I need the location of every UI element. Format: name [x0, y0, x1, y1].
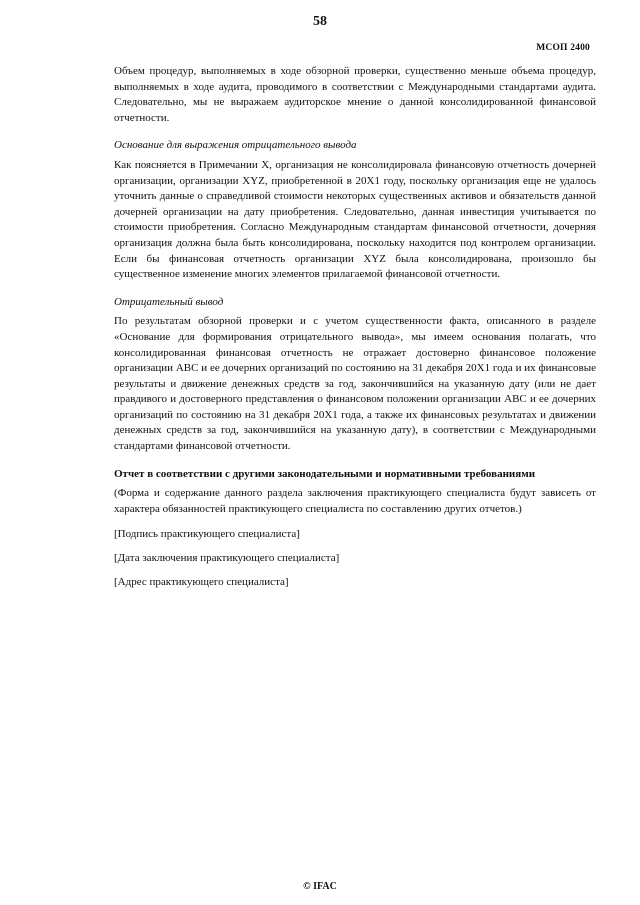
other-requirements-paragraph: (Форма и содержание данного раздела заключения практикующего специалиста будут зависеть от характера обязанностей практикующего специалиста по составлению других отчетов.) — [114, 487, 596, 515]
document-body — [114, 64, 596, 598]
address-placeholder: [Адрес практикующего специалиста] — [114, 575, 289, 588]
scope-paragraph: Объем процедур, выполняемых в ходе обзорной проверки, существенно меньше объема процедур, выполняемых в ходе аудита, проводимого в соответствии с Международными стандартами аудита. Следовательно, мы не выражаем аудиторское мнение о данной консолидированной финансовой отчетности. — [114, 65, 596, 124]
conclusion-paragraph: По результатам обзорной проверки и с учетом существенности факта, описанного в разделе «Основание для формирования отрицательного вывода», мы имеем основания полагать, что консолидированная финансовая отчетность не отражает достоверно финансовое положение организации ABC и ее дочерних организаций по состоянию на 31 декабря 20X1 года и их финансовые результаты и движение денежных средств за год, закончившийся на указанную дату (или не дает правдивого и достоверного представления о финансовом положении организации ABC и ее дочерних организаций по состоянию на 31 декабря 20X1 года, а также их финансовых результатах и движении денежных средств за год, закончившийся на указанную дату), в соответствии с Международными стандартами финансовой отчетности. — [114, 315, 596, 453]
other-requirements-heading: Отчет в соответствии с другими законодательными и нормативными требованиями — [114, 467, 536, 480]
page-number: 58 — [313, 14, 327, 29]
conclusion-heading: Отрицательный вывод — [114, 295, 224, 308]
basis-paragraph: Как поясняется в Примечании X, организация не консолидировала финансовую отчетность дочерней организации, организации XYZ, приобретенной в 20X1 году, поскольку организация еще не удалось уточнить данные о справедливой стоимости некоторых существенных активов и обязательств данной дочерней организации на дату приобретения. Следовательно, данная инвестиция учитывается по стоимости приобретения. Согласно Международным стандартам финансовой отчетности, дочерняя организация должна была быть консолидирована, поскольку находится под контролем организации. Если бы финансовая отчетность организации XYZ была консолидирована, произошло бы существенное изменение многих элементов прилагаемой финансовой отчетности. — [114, 158, 596, 281]
signature-placeholder: [Подпись практикующего специалиста] — [114, 528, 300, 541]
basis-heading: Основание для выражения отрицательного вывода — [114, 139, 357, 152]
copyright-footer: © IFAC — [303, 881, 337, 892]
standard-code: МСОП 2400 — [536, 43, 590, 53]
date-placeholder: [Дата заключения практикующего специалиста] — [114, 552, 340, 565]
